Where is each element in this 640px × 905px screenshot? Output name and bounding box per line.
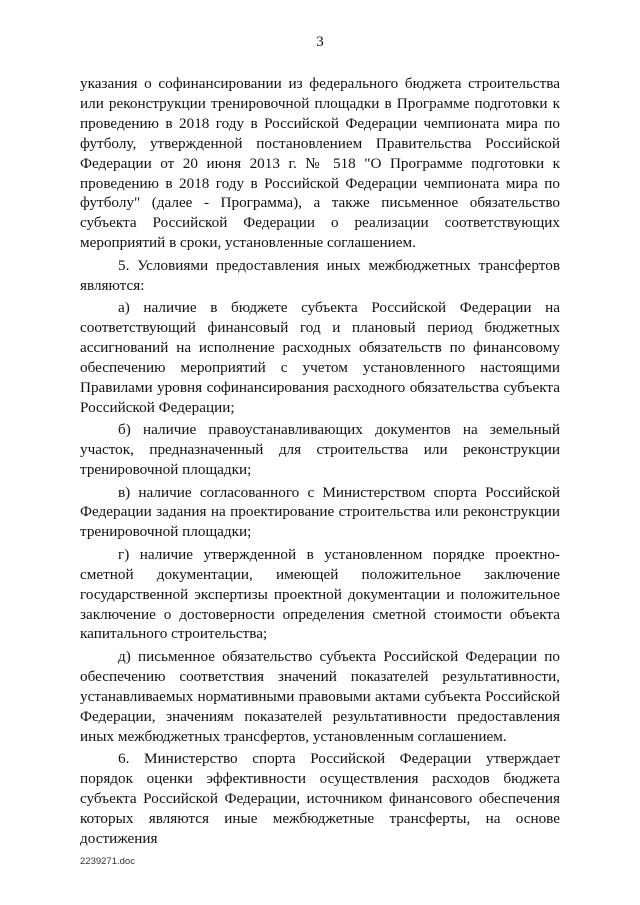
paragraph-item-v: в) наличие согласованного с Министерством спорта Российской Федерации задания на проектирование строительства или реконструкции тренировочной площадки; <box>80 483 560 541</box>
document-body <box>80 74 560 849</box>
paragraph-clause-6: 6. Министерство спорта Российской Федерации утверждает порядок оценки эффективности осуществления расходов бюджета субъекта Российской Федерации, источником финансового обеспечения которых являются иные межбюджетные трансферты, на основе достижения <box>80 750 560 847</box>
paragraph-item-b: б) наличие правоустанавливающих документов на земельный участок, предназначенный для строительства или реконструкции тренировочной площадки; <box>80 421 560 478</box>
paragraph-continuation: указания о софинансировании из федерального бюджета строительства или реконструкции тренировочной площадки в Программе подготовки к проведению в 2018 году в Российской Федерации чемпионата мира по футболу, утвержденной постановлением Правительства Российской Федерации от 20 июня 2013 г. № 518 "О Программе подготовки к проведению в 2018 году в Российской Федерации чемпионата мира по футболу" (далее - Программа), а также письменное обязательство субъекта Российской Федерации о реализации соответствующих мероприятий в сроки, установленные соглашением. <box>80 75 560 252</box>
paragraph-item-g: г) наличие утвержденной в установленном порядке проектно-сметной документации, имеющей положительное заключение государственной экспертизы проектной документации и положительное заключение о достоверности определения сметной стоимости объекта капитального строительства; <box>80 545 560 643</box>
paragraph-item-a: а) наличие в бюджете субъекта Российской Федерации на соответствующий финансовый год и плановый период бюджетных ассигнований на исполнение расходных обязательств по финансовому обеспечению мероприятий с учетом установленного настоящими Правилами уровня софинансирования расходного обязательства субъекта Российской Федерации; <box>80 299 560 416</box>
paragraph-item-d: д) письменное обязательство субъекта Российской Федерации по обеспечению соответствия значений показателей результативности, устанавливаемых нормативными правовыми актами субъекта Российской Федерации, значениям показателей результативности предоставления иных межбюджетных трансфертов, установленным соглашением. <box>80 647 560 745</box>
page-number: 3 <box>316 34 324 50</box>
paragraph-clause-5: 5. Условиями предоставления иных межбюджетных трансфертов являются: <box>80 256 560 294</box>
document-filename: 2239271.doc <box>80 856 135 867</box>
